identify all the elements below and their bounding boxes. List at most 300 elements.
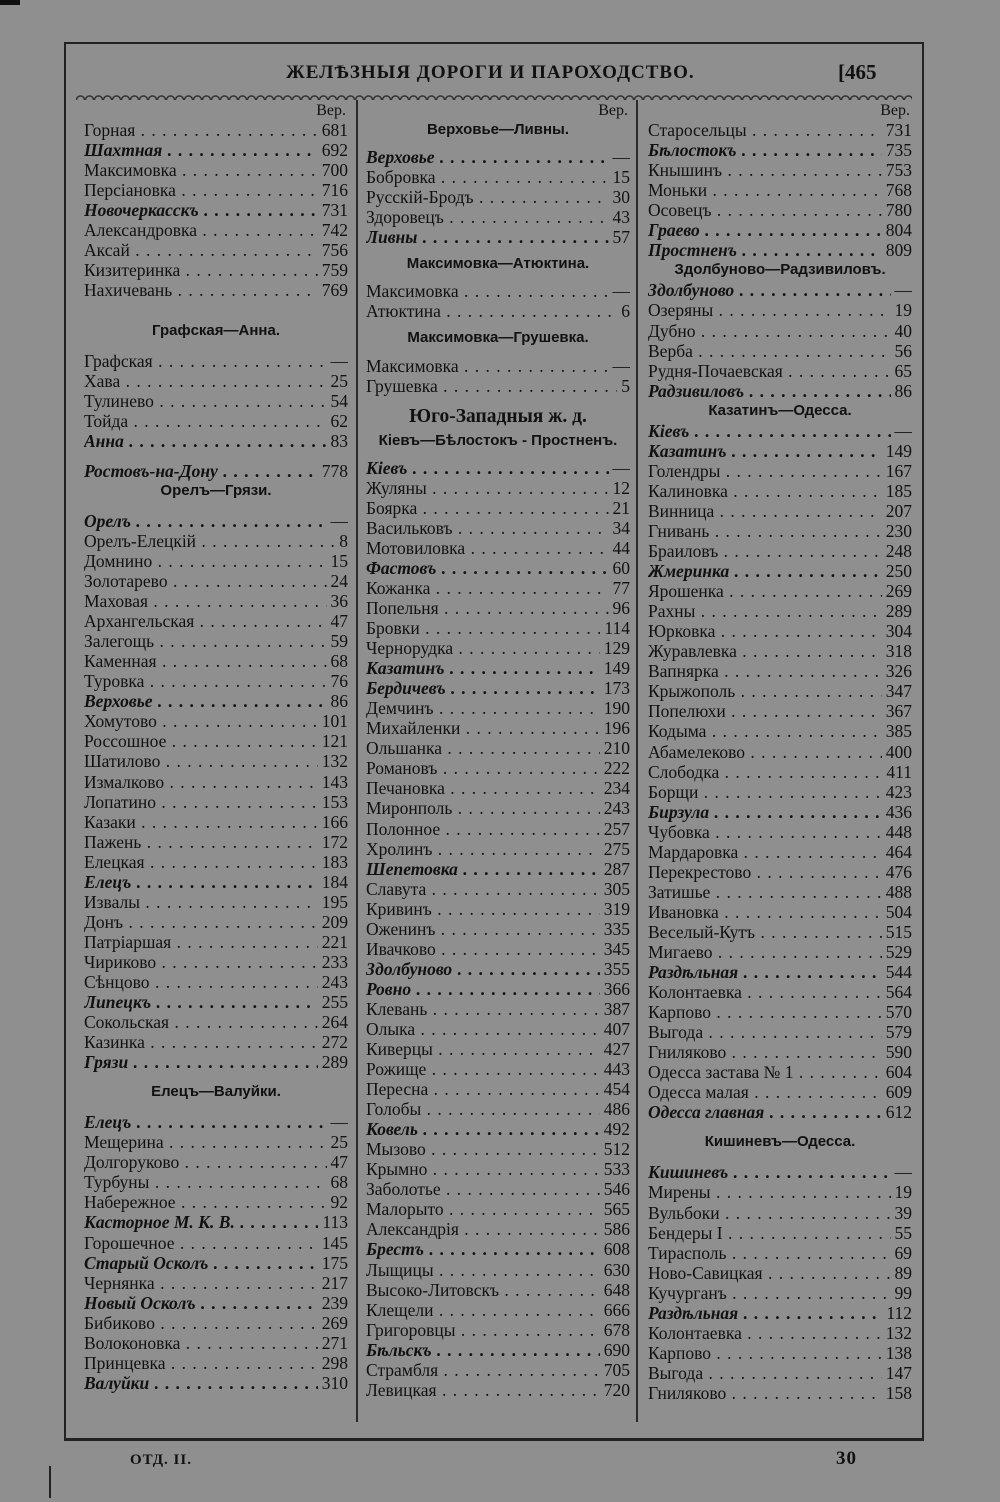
station-row (648, 922, 912, 942)
station-name: Бендеры I . . . (648, 1223, 891, 1243)
station-distance: 504 (885, 901, 912, 922)
station-distance: 77 (612, 577, 630, 598)
station-name: Журавлевка . . . (648, 641, 882, 661)
column-divider (636, 100, 638, 1422)
station-name: Ярошенка . . . (648, 581, 882, 601)
station-name: Одесса главная . . . (648, 1102, 882, 1122)
station-row (366, 1239, 630, 1259)
station-distance: 183 (321, 851, 348, 872)
spacer (366, 274, 630, 281)
station-distance: 289 (885, 601, 912, 622)
station-distance: 400 (885, 741, 912, 762)
station-distance: 385 (885, 721, 912, 742)
station-name: Хомутово . . . (84, 711, 318, 731)
distance-header: Вер. (316, 102, 346, 119)
station-name: Верховье . . . (84, 691, 327, 711)
station-distance: 234 (603, 778, 630, 799)
station-name: Хава . . . (84, 371, 327, 391)
station-name: Бѣлостокъ . . . (648, 140, 882, 160)
station-distance: 210 (603, 738, 630, 759)
station-name: Казинка . . . (84, 1032, 318, 1052)
station-name: Нахичевань . . . (84, 280, 318, 300)
station-name: Бердичевъ . . . (366, 678, 600, 698)
station-row (648, 1243, 912, 1263)
station-name: Мардаровка . . . (648, 842, 882, 862)
station-row (648, 1203, 912, 1223)
station-distance: 512 (603, 1139, 630, 1160)
station-name: Голендры . . . (648, 461, 882, 481)
station-name: Орелъ . . . (84, 511, 327, 531)
station-row (366, 498, 630, 518)
page-title: ЖЕЛѢЗНЫЯ ДОРОГИ И ПАРОХОДСТВО. (286, 62, 695, 83)
station-row (84, 1373, 348, 1393)
station-name: Липецкъ . . . (84, 992, 318, 1012)
station-name: Донъ . . . (84, 912, 318, 932)
spacer (84, 341, 348, 351)
station-distance: 12 (612, 477, 630, 498)
station-name: Казатинъ . . . (366, 658, 600, 678)
station-distance: 546 (603, 1179, 630, 1200)
station-row (84, 280, 348, 300)
station-distance: 132 (885, 1322, 912, 1343)
station-name: Бобровка . . . (366, 167, 609, 187)
station-distance: 488 (885, 881, 912, 902)
station-distance: 248 (885, 541, 912, 562)
station-distance: 166 (321, 811, 348, 832)
station-distance: 756 (321, 240, 348, 261)
station-name: Одесса застава № 1 . . . (648, 1062, 882, 1082)
station-row (84, 731, 348, 751)
station-row (84, 892, 348, 912)
spacer (84, 451, 348, 461)
station-name: Браиловъ . . . (648, 541, 882, 561)
station-distance: 423 (885, 781, 912, 802)
station-distance: 705 (603, 1359, 630, 1380)
station-distance: 43 (612, 207, 630, 228)
station-name: Мотовиловка . . . (366, 538, 609, 558)
station-name: Чубовка . . . (648, 822, 882, 842)
station-name: Россошное . . . (84, 731, 318, 751)
station-row (648, 802, 912, 822)
station-row (648, 140, 912, 160)
station-row (366, 1019, 630, 1039)
station-distance: 21 (612, 497, 630, 518)
station-row (84, 711, 348, 731)
station-row (84, 872, 348, 892)
station-distance: 112 (886, 1302, 912, 1323)
station-row (84, 120, 348, 140)
station-row (648, 641, 912, 661)
station-row (648, 782, 912, 802)
station-row (366, 1159, 630, 1179)
station-name: Залегощь . . . (84, 631, 327, 651)
station-distance: 56 (894, 340, 912, 361)
station-name: Вапнярка . . . (648, 661, 882, 681)
station-name: Пажень . . . (84, 832, 318, 852)
station-distance: 735 (885, 140, 912, 161)
station-row (366, 819, 630, 839)
station-name: Бровки . . . (366, 618, 600, 638)
station-row (366, 356, 630, 376)
station-name: Атюктина . . . (366, 301, 617, 321)
station-distance: 34 (612, 517, 630, 538)
station-distance: 143 (321, 771, 348, 792)
station-name: Касторное М. К. В. . . . (84, 1212, 318, 1232)
station-name: Выгода . . . (648, 1022, 882, 1042)
station-distance: 529 (885, 941, 912, 962)
footer-section: ОТД. II. (130, 1452, 192, 1468)
station-row (84, 932, 348, 952)
station-row (648, 501, 912, 521)
station-distance: 230 (885, 520, 912, 541)
station-distance: 44 (612, 537, 630, 558)
station-distance: 207 (885, 500, 912, 521)
station-row (648, 902, 912, 922)
station-distance: 407 (603, 1018, 630, 1039)
station-row (366, 1119, 630, 1139)
station-row (84, 160, 348, 180)
station-name: Старый Осколъ . . . (84, 1253, 318, 1273)
station-row (648, 822, 912, 842)
station-name: Гниляково . . . (648, 1042, 882, 1062)
station-name: Тойда . . . (84, 411, 327, 431)
station-name: Шепетовка . . . (366, 859, 600, 879)
station-distance: — (894, 420, 912, 441)
station-name: Верховье . . . (366, 147, 609, 167)
station-name: Рожище . . . (366, 1059, 600, 1079)
station-distance: 243 (321, 971, 348, 992)
station-name: Высоко-Литовскъ . . . (366, 1280, 600, 1300)
station-row (84, 912, 348, 932)
station-distance: 96 (612, 597, 630, 618)
station-row (84, 260, 348, 280)
station-row (366, 187, 630, 207)
station-name: Клещели . . . (366, 1300, 600, 1320)
spacer (84, 300, 348, 320)
station-distance: 804 (885, 220, 912, 241)
spacer (84, 1102, 348, 1112)
station-row (648, 862, 912, 882)
station-row (366, 1099, 630, 1119)
station-name: Бѣльскъ . . . (366, 1340, 600, 1360)
station-row (84, 1313, 348, 1333)
station-distance: 55 (894, 1222, 912, 1243)
station-row (366, 778, 630, 798)
station-row (648, 1102, 912, 1122)
station-distance: 264 (321, 1012, 348, 1033)
station-distance: 590 (885, 1042, 912, 1063)
station-distance: 809 (885, 240, 912, 261)
station-name: Елецкая . . . (84, 852, 318, 872)
station-row (648, 461, 912, 481)
station-distance: 185 (885, 480, 912, 501)
station-row (366, 999, 630, 1019)
station-name: Славута . . . (366, 879, 600, 899)
station-name: Казатинъ . . . (648, 441, 882, 461)
station-row (84, 511, 348, 531)
station-name: Принцевка . . . (84, 1353, 318, 1373)
station-name: Персіановка . . . (84, 180, 318, 200)
column-1 (84, 100, 348, 1422)
station-name: Новочеркасскъ . . . (84, 200, 318, 220)
station-distance: 769 (321, 280, 348, 301)
station-name: Гниляково . . . (648, 1383, 882, 1403)
station-row (648, 882, 912, 902)
station-name: Романовъ . . . (366, 758, 600, 778)
station-row (648, 381, 912, 401)
station-name: Волоконовка . . . (84, 1333, 318, 1353)
station-name: Колонтаевка . . . (648, 1323, 882, 1343)
station-name: Гнивань . . . (648, 521, 882, 541)
station-distance: 289 (321, 1052, 348, 1073)
station-distance: 630 (603, 1259, 630, 1280)
station-distance: 753 (885, 160, 912, 181)
station-distance: 153 (321, 791, 348, 812)
station-name: Простненъ . . . (648, 240, 882, 260)
distance-header: Вер. (598, 102, 628, 119)
station-name: Валуйки . . . (84, 1373, 318, 1393)
spacer (366, 396, 630, 403)
station-name: Елецъ . . . (84, 872, 318, 892)
station-distance: 76 (330, 671, 348, 692)
station-row (84, 1152, 348, 1172)
station-distance: 716 (321, 180, 348, 201)
station-name: Бибиково . . . (84, 1313, 318, 1333)
station-distance: 39 (894, 1202, 912, 1223)
station-name: Попельня . . . (366, 598, 609, 618)
station-distance: 255 (321, 992, 348, 1013)
station-name: Патріаршая . . . (84, 932, 318, 952)
station-distance: 184 (321, 871, 348, 892)
station-distance: 347 (885, 681, 912, 702)
column-2 (366, 100, 630, 1422)
station-row (648, 240, 912, 260)
station-name: Раздѣльная . . . (648, 962, 882, 982)
station-distance: 30 (612, 187, 630, 208)
station-distance: 269 (321, 1312, 348, 1333)
station-distance: 533 (603, 1159, 630, 1180)
station-distance: 387 (603, 998, 630, 1019)
station-row (648, 200, 912, 220)
station-row (648, 361, 912, 381)
route-heading: Кіевъ—Бѣлостокъ - Простненъ. (378, 431, 618, 449)
station-row (84, 140, 348, 160)
station-row (648, 661, 912, 681)
station-row (648, 681, 912, 701)
spacer (366, 451, 630, 458)
station-distance: — (894, 1162, 912, 1183)
station-distance: 149 (885, 440, 912, 461)
station-name: Аксай . . . (84, 240, 318, 260)
station-distance: 443 (603, 1059, 630, 1080)
station-name: Радзивиловъ . . . (648, 381, 891, 401)
station-distance: 15 (330, 550, 348, 571)
station-distance: 436 (885, 801, 912, 822)
station-name: Лыщицы . . . (366, 1260, 600, 1280)
station-distance: 564 (885, 982, 912, 1003)
station-distance: 319 (603, 898, 630, 919)
station-name: Григоровцы . . . (366, 1320, 600, 1340)
station-row (84, 571, 348, 591)
station-row (366, 839, 630, 859)
station-row (648, 341, 912, 361)
station-distance: 318 (885, 641, 912, 662)
station-name: Левицкая . . . (366, 1380, 600, 1400)
station-distance: 68 (330, 1172, 348, 1193)
station-name: Перекрестово . . . (648, 862, 882, 882)
station-row (84, 691, 348, 711)
station-row (648, 701, 912, 721)
route-heading: Максимовка—Атюктина. (406, 255, 590, 273)
station-row (366, 798, 630, 818)
station-distance: 742 (321, 220, 348, 241)
station-distance: 62 (330, 410, 348, 431)
station-name: Крыжополь . . . (648, 681, 882, 701)
station-name: Борщи . . . (648, 782, 882, 802)
station-distance: 366 (603, 978, 630, 999)
station-name: Тулинево . . . (84, 391, 327, 411)
station-distance: 608 (603, 1239, 630, 1260)
station-distance: 731 (321, 200, 348, 221)
station-distance: 138 (885, 1342, 912, 1363)
station-distance: 6 (621, 301, 630, 322)
station-row (366, 558, 630, 578)
station-name: Кнышинъ . . . (648, 160, 882, 180)
station-distance: — (330, 510, 348, 531)
station-name: Елецъ . . . (84, 1112, 327, 1132)
footer-page: 30 (836, 1448, 857, 1469)
station-name: Новый Осколъ . . . (84, 1293, 318, 1313)
station-distance: — (330, 350, 348, 371)
station-distance: 57 (612, 227, 630, 248)
station-name: Дубно . . . (648, 321, 891, 341)
station-row (366, 1300, 630, 1320)
station-distance: 690 (603, 1339, 630, 1360)
station-row (648, 1283, 912, 1303)
station-distance: — (612, 355, 630, 376)
station-distance: 515 (885, 921, 912, 942)
station-row (366, 1340, 630, 1360)
station-name: Набережное . . . (84, 1192, 327, 1212)
station-name: Слободка . . . (648, 762, 882, 782)
station-distance: 326 (885, 661, 912, 682)
station-distance: 68 (330, 651, 348, 672)
station-distance: 89 (894, 1262, 912, 1283)
station-distance: 486 (603, 1099, 630, 1120)
station-distance: 145 (321, 1232, 348, 1253)
station-distance: 678 (603, 1319, 630, 1340)
station-name: Каменная . . . (84, 651, 327, 671)
station-distance: 768 (885, 180, 912, 201)
station-name: Старосельцы . . . (648, 120, 882, 140)
station-distance: 345 (603, 938, 630, 959)
station-row (84, 1012, 348, 1032)
station-row (648, 481, 912, 501)
station-name: Мирены . . . (648, 1182, 891, 1202)
station-row (366, 207, 630, 227)
station-name: Здолбуново . . . (648, 280, 891, 300)
route-heading: Казатинъ—Одесса. (708, 401, 852, 419)
station-row (84, 591, 348, 611)
station-name: Кизитеринка . . . (84, 260, 318, 280)
station-distance: 167 (885, 460, 912, 481)
station-row (366, 698, 630, 718)
station-row (84, 1293, 348, 1313)
station-row (366, 1059, 630, 1079)
station-row (648, 1162, 912, 1182)
route-heading: Елецъ—Валуйки. (151, 1083, 281, 1101)
route-heading: Максимовка—Грушевка. (407, 329, 589, 347)
station-name: Чириково . . . (84, 952, 318, 972)
station-row (648, 581, 912, 601)
station-name: Пересна . . . (366, 1079, 600, 1099)
station-distance: 15 (612, 167, 630, 188)
station-name: Крымно . . . (366, 1159, 600, 1179)
route-heading: Графская—Анна. (152, 321, 280, 339)
station-name: Архангельская . . . (84, 611, 327, 631)
station-row (84, 772, 348, 792)
station-row (366, 658, 630, 678)
station-name: Колонтаевка . . . (648, 982, 882, 1002)
station-distance: 5 (621, 375, 630, 396)
station-name: Долгоруково . . . (84, 1152, 327, 1172)
station-row (84, 1233, 348, 1253)
station-distance: 778 (321, 460, 348, 481)
station-row (648, 521, 912, 541)
station-row (366, 919, 630, 939)
station-distance: 99 (894, 1282, 912, 1303)
station-row (84, 952, 348, 972)
station-name: Киверцы . . . (366, 1039, 600, 1059)
edge-mark (49, 1466, 51, 1498)
station-name: Юрковка . . . (648, 621, 882, 641)
station-row (84, 631, 348, 651)
station-name: Голобы . . . (366, 1099, 600, 1119)
station-distance: 92 (330, 1192, 348, 1213)
station-row (648, 160, 912, 180)
station-row (84, 992, 348, 1012)
station-row (366, 879, 630, 899)
station-distance: 54 (330, 390, 348, 411)
station-distance: — (612, 457, 630, 478)
station-distance: 681 (321, 120, 348, 141)
station-row (366, 167, 630, 187)
station-name: Александровка . . . (84, 220, 318, 240)
station-distance: 586 (603, 1219, 630, 1240)
station-row (84, 1353, 348, 1373)
wavy-rule (76, 90, 912, 100)
station-distance: 86 (894, 380, 912, 401)
station-distance: 464 (885, 841, 912, 862)
station-name: Казаки . . . (84, 812, 318, 832)
station-row (84, 1032, 348, 1052)
station-name: Ливны . . . (366, 227, 609, 247)
station-name: Михайленки . . . (366, 718, 600, 738)
station-row (84, 751, 348, 771)
station-distance: 209 (321, 911, 348, 932)
station-name: Кишиневъ . . . (648, 1162, 891, 1182)
station-name: Верба . . . (648, 341, 891, 361)
station-row (648, 601, 912, 621)
station-row (84, 1172, 348, 1192)
station-distance: 272 (321, 1032, 348, 1053)
station-distance: 565 (603, 1199, 630, 1220)
station-row (84, 431, 348, 451)
station-row (648, 541, 912, 561)
spacer (648, 1152, 912, 1162)
station-distance: 304 (885, 621, 912, 642)
station-distance: 243 (603, 798, 630, 819)
